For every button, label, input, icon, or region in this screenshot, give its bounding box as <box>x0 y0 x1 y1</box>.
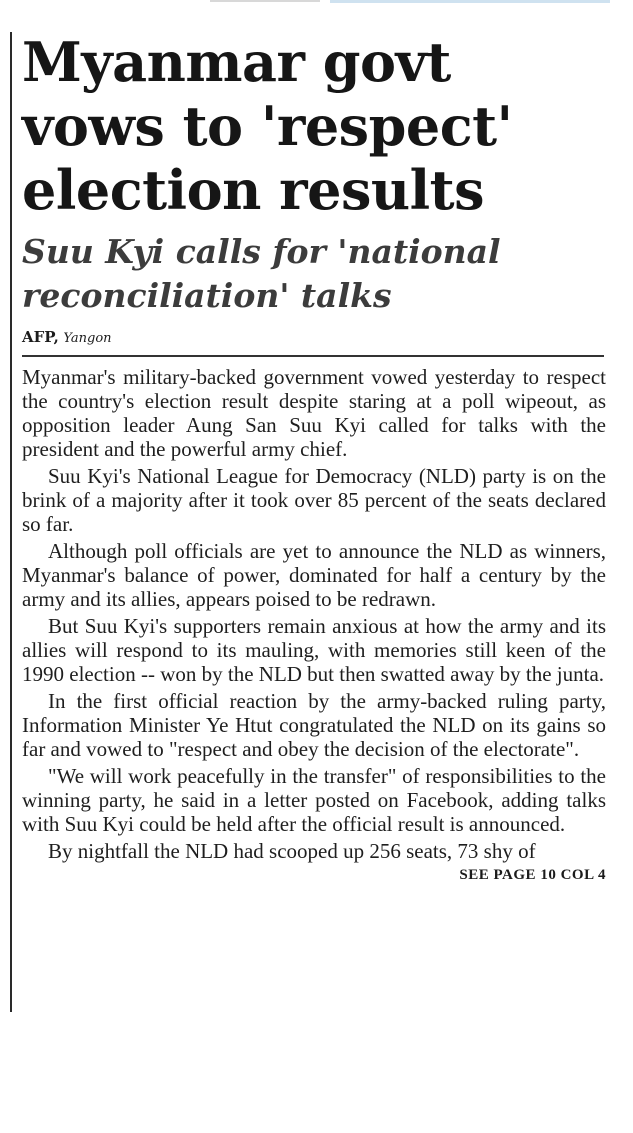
subheadline: Suu Kyi calls for 'national reconciliation' talks <box>22 232 501 315</box>
paragraph-6: "We will work peacefully in the transfer" of responsibilities to the winning party, he said in a letter posted on Facebook, adding talks with Suu Kyi could be held after the official result is announced. <box>22 764 606 836</box>
paragraph-1: Myanmar's military-backed government vowed yesterday to respect the country's election result despite staring at a poll wipeout, as opposition leader Aung San Suu Kyi called for talks with the president and the powerful army chief. <box>22 365 606 461</box>
byline-agency: AFP, <box>22 328 59 346</box>
top-gray-rule <box>210 0 320 2</box>
byline-location: Yangon <box>63 331 112 346</box>
paragraph-3: Although poll officials are yet to announce the NLD as winners, Myanmar's balance of power, dominated for half a century by the army and its allies, appears poised to be redrawn. <box>22 539 606 611</box>
article-body <box>22 365 606 863</box>
byline-divider <box>22 355 604 357</box>
headline: Myanmar govt vows to 'respect' election results <box>22 30 513 222</box>
byline <box>22 328 612 348</box>
continuation-line: SEE PAGE 10 COL 4 <box>459 867 606 883</box>
news-article <box>22 30 612 884</box>
paragraph-5: In the first official reaction by the army-backed ruling party, Information Minister Ye Htut congratulated the NLD on its gains so far and vowed to "respect and obey the decision of the electorate". <box>22 689 606 761</box>
paragraph-7: By nightfall the NLD had scooped up 256 seats, 73 shy of <box>48 839 536 863</box>
top-blue-rule <box>330 0 610 3</box>
column-rule <box>10 32 12 1012</box>
paragraph-4: But Suu Kyi's supporters remain anxious at how the army and its allies will respond to its mauling, with memories still keen of the 1990 election -- won by the NLD but then swatted away by the junta. <box>22 614 606 686</box>
paragraph-2: Suu Kyi's National League for Democracy (NLD) party is on the brink of a majority after it took over 85 percent of the seats declared so far. <box>22 464 606 536</box>
